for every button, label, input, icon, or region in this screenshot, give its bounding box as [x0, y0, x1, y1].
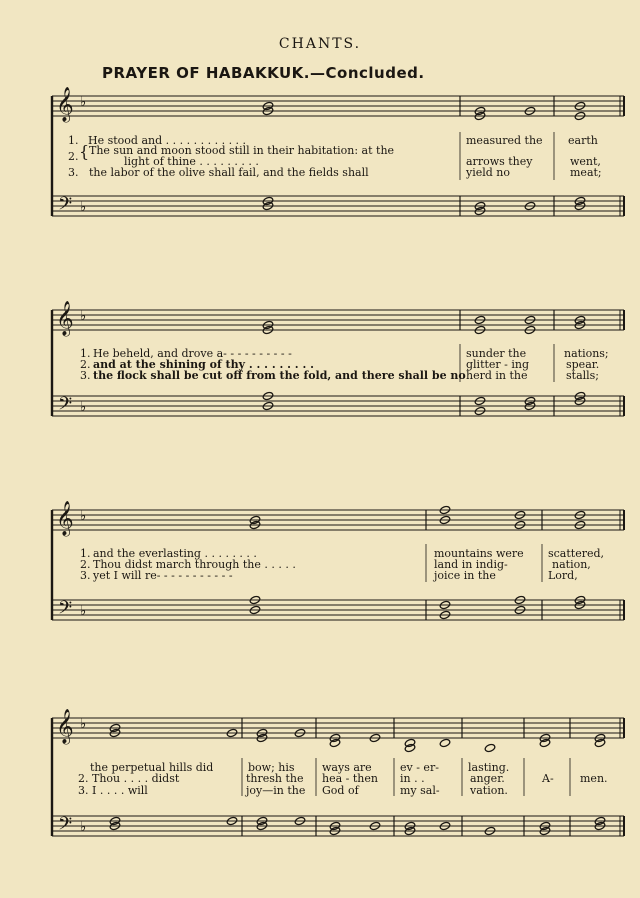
note-head — [439, 738, 451, 747]
lyric-text: Lord, — [548, 569, 578, 582]
lyric-text: meat; — [570, 166, 602, 179]
verse-number: 1. — [68, 134, 79, 147]
lyric-text: The sun and moon stood still in their habitation: at the — [89, 144, 395, 157]
lyric-text: thresh the — [246, 772, 304, 785]
lyric-text: measured the — [466, 134, 543, 147]
flat-sign-icon: ♭ — [80, 95, 87, 110]
lyric-text: nations; — [564, 347, 609, 360]
lyric-text: He stood and . . . . . . . . . . . . — [88, 134, 247, 147]
lyric-text: joy—in the — [246, 784, 306, 797]
lyric-text: the flock shall be cut off from the fold, and there shall be no — [93, 369, 466, 382]
lyric-text: my sal- — [400, 784, 440, 797]
brace-glyph: { — [79, 142, 90, 161]
lyric-text: glitter - ing — [466, 358, 530, 371]
lyric-text: Thou didst march through the . . . . . — [93, 558, 296, 571]
verse-number: 1. — [80, 347, 91, 360]
lyric-text: spear. — [566, 358, 600, 371]
lyric-text: lasting. — [468, 761, 510, 774]
lyric-text: Thou . . . . didst — [92, 772, 180, 785]
chant-title: PRAYER OF HABAKKUK.—Concluded. — [102, 64, 425, 82]
lyric-text: herd in the — [466, 369, 528, 382]
lyric-text: stalls; — [566, 369, 600, 382]
treble-clef-icon: 𝄞 — [56, 501, 74, 536]
lyric-text: vation. — [470, 784, 508, 797]
lyric-text: went, — [570, 155, 601, 168]
bass-clef-icon: 𝄢 — [58, 598, 73, 623]
lyric-text: ev - er- — [400, 761, 439, 774]
bass-clef-icon: 𝄢 — [58, 394, 73, 419]
flat-sign-icon: ♭ — [80, 820, 87, 835]
lyric-text: arrows they — [466, 155, 533, 168]
verse-number: 2. — [80, 358, 91, 371]
lyric-text: sunder the — [466, 347, 527, 360]
lyric-text: land in indig- — [434, 558, 508, 571]
treble-clef-icon: 𝄞 — [56, 709, 74, 744]
flat-sign-icon: ♭ — [80, 309, 87, 324]
verse-number: 3. — [78, 784, 89, 797]
flat-sign-icon: ♭ — [80, 509, 87, 524]
treble-clef-icon: 𝄞 — [56, 87, 74, 122]
lyric-text: ways are — [322, 761, 372, 774]
lyric-text: the perpetual hills did — [90, 761, 214, 774]
flat-sign-icon: ♭ — [80, 717, 87, 732]
lyric-text: the labor of the olive shall fail, and the fields shall — [89, 166, 369, 179]
lyric-text: I . . . . will — [92, 784, 148, 797]
lyric-text: joice in the — [434, 569, 496, 582]
running-header: CHANTS. — [278, 36, 362, 52]
lyric-text: scattered, — [548, 547, 605, 560]
lyric-text: earth — [568, 134, 598, 147]
note-head — [484, 743, 496, 752]
lyric-text: in . . — [400, 772, 425, 785]
lyric-text: hea - then — [322, 772, 378, 785]
verse-number: 3. — [80, 369, 91, 382]
lyric-text: yield no — [466, 166, 511, 179]
lyric-text: yet I will re- - - - - - - - - - - — [93, 569, 233, 582]
lyric-text: He beheld, and drove a- - - - - - - - - - — [93, 347, 292, 360]
verse-number: 1. — [80, 547, 91, 560]
lyric-text: nation, — [552, 558, 591, 571]
verse-number: 3. — [68, 166, 79, 179]
flat-sign-icon: ♭ — [80, 604, 87, 619]
bass-clef-icon: 𝄢 — [58, 814, 73, 839]
lyric-text: A- — [542, 772, 554, 785]
verse-number: 2. — [78, 772, 89, 785]
lyric-text: anger. — [470, 772, 505, 785]
lyric-text: men. — [580, 772, 608, 785]
bass-clef-icon: 𝄢 — [58, 194, 73, 219]
flat-sign-icon: ♭ — [80, 200, 87, 215]
treble-clef-icon: 𝄞 — [56, 301, 74, 336]
lyric-text: God of — [322, 784, 359, 797]
verse-number: 2. — [68, 150, 79, 163]
lyric-text: and the everlasting . . . . . . . . — [93, 547, 257, 560]
verse-number: 3. — [80, 569, 91, 582]
lyric-text: mountains were — [434, 547, 524, 560]
lyric-text: and at the shining of thy . . . . . . . . . — [93, 358, 314, 371]
flat-sign-icon: ♭ — [80, 400, 87, 415]
verse-number: 2. — [80, 558, 91, 571]
lyric-text: light of thine . . . . . . . . . — [124, 155, 259, 168]
lyric-text: bow; his — [248, 761, 295, 774]
